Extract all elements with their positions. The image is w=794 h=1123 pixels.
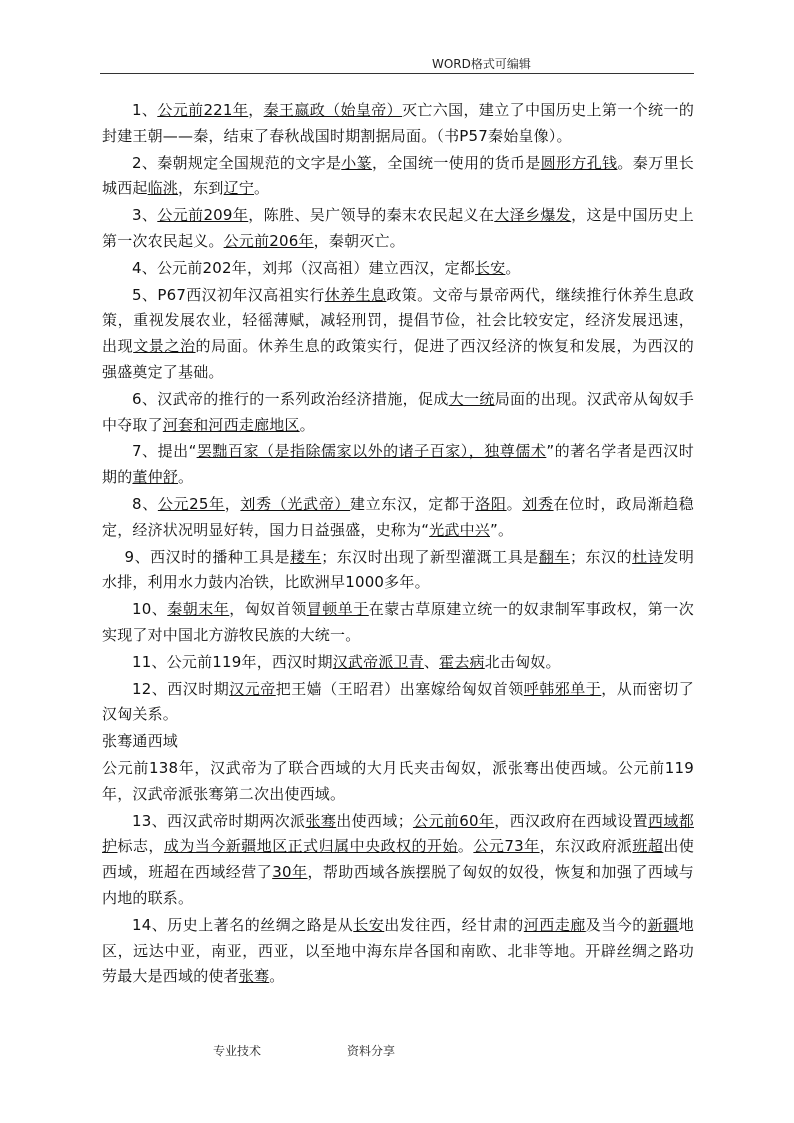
text-run: 张骞通西域 [102, 732, 179, 751]
text-run: 、 [423, 652, 440, 671]
text-run: ，这是中国历史上第一次农民起义。 [102, 206, 694, 250]
underlined-text: 文景之治 [133, 337, 196, 356]
underlined-text: 霍去病 [439, 652, 485, 671]
underlined-text: 刘秀（光武帝） [240, 494, 351, 513]
text-run: ，匈奴首领 [229, 600, 307, 619]
underlined-text: 公元前209年 [157, 206, 249, 225]
text-run: 。 [269, 967, 285, 986]
underlined-text: 呼韩邪单于 [523, 679, 602, 698]
text-run: 公元前138年，汉武帝为了联合西域的大月氏夹击匈奴，派张骞出使西域。公元前119年，汉武帝派张骞第二次出使西域。 [102, 758, 694, 803]
underlined-text: 公元前60年 [412, 811, 495, 830]
underlined-text: 公元25年 [157, 494, 225, 513]
underlined-text: 临洮 [147, 179, 179, 198]
text-run: ，全国统一使用的货币是 [371, 153, 541, 172]
footer-left-text: 专业技术 [213, 1044, 262, 1058]
paragraph-p14 [102, 756, 694, 808]
underlined-text: 张骞 [305, 811, 337, 830]
header-rule [100, 73, 694, 74]
underlined-text: 刘秀 [522, 494, 554, 513]
paragraph-p12 [102, 677, 694, 729]
text-run: 出使西域； [336, 811, 413, 830]
underlined-text: 汉武帝派卫青 [332, 652, 424, 671]
underlined-text: 成为当今新疆地区正式归属中央政权的开始 [163, 837, 458, 856]
text-run: 4、公元前202年，刘邦（汉高祖）建立西汉，定都 [132, 258, 475, 277]
text-run: ”。 [490, 520, 514, 539]
paragraph-p16 [102, 913, 694, 990]
underlined-text: 董仲舒 [132, 468, 179, 487]
text-run: 1、 [132, 101, 158, 119]
text-run: 3、 [132, 206, 158, 225]
paragraph-p11 [102, 650, 694, 676]
underlined-text: 大一统 [448, 389, 495, 408]
paragraph-p1 [102, 98, 694, 150]
underlined-text: 杜诗 [632, 547, 664, 566]
text-run: 7、提出“ [132, 442, 197, 461]
paragraph-p9 [102, 545, 694, 597]
text-run: 5、P67西汉初年汉高祖实行 [132, 285, 325, 304]
text-run: ， [224, 494, 241, 513]
text-run: 2、秦朝规定全国规范的文字是 [132, 153, 342, 172]
text-run: 在位时，政局渐趋稳定，经济状况明显好转，国力日益强盛，史称为“ [102, 494, 694, 539]
paragraph-p4 [102, 256, 694, 282]
text-run: 地区，远达中亚，南亚，西亚，以至地中海东岸各国和南欧、北非等地。开辟丝绸之路功劳最大是西域的使者 [102, 915, 694, 986]
text-run: 。 [178, 468, 194, 487]
paragraph-p3 [102, 203, 694, 255]
text-run: ”的著名学者是西汉时期的 [102, 442, 694, 487]
paragraph-p15 [102, 809, 694, 912]
underlined-text: 公元前206年 [223, 231, 314, 250]
text-run: 。 [505, 258, 521, 277]
underlined-text: 洛阳 [475, 494, 507, 513]
underlined-text: 西域都护 [102, 811, 694, 856]
underlined-text: 翻车 [538, 547, 570, 566]
underlined-text: 汉元帝 [229, 679, 276, 698]
paragraph-p13 [102, 729, 694, 755]
text-run: 6、汉武帝的推行的一系列政治经济措施，促成 [132, 389, 449, 408]
underlined-text: 河套和河西走廊地区 [162, 415, 300, 434]
text-run: 局面的出现。汉武帝从匈奴手中夺取了 [102, 389, 694, 434]
underlined-text: 光武中兴 [429, 520, 490, 539]
text-run: 。 [299, 415, 315, 434]
underlined-text: 冒顿单于 [306, 600, 369, 619]
paragraph-p5 [102, 283, 694, 386]
text-run: 出使西域，班超在西域经营了 [102, 837, 695, 882]
text-run: 。 [457, 837, 474, 856]
text-run: 。 [254, 179, 270, 198]
paragraph-p6 [102, 387, 694, 439]
underlined-text: 河西走廊 [523, 915, 586, 934]
text-run: 标志， [117, 837, 164, 856]
text-run: 11、公元前119年，西汉时期 [132, 652, 333, 671]
underlined-text: 秦朝末年 [167, 600, 230, 619]
underlined-text: 小篆 [341, 153, 372, 172]
text-run: 。 [506, 494, 523, 513]
underlined-text: 秦王嬴政（始皇帝） [263, 101, 403, 119]
underlined-text: 公元73年 [473, 837, 540, 856]
text-run: ；东汉时出现了新型灌溉工具是 [321, 547, 539, 566]
page-footer [0, 1042, 794, 1060]
text-run: 把王嫱（王昭君）出塞嫁给匈奴首领 [275, 679, 524, 698]
text-run: ，从而密切了汉匈关系。 [102, 679, 694, 724]
paragraph-p10 [102, 597, 694, 649]
paragraph-p8 [102, 492, 694, 544]
text-run: ，西汉政府在西域设置 [494, 811, 649, 830]
underlined-text: 公元前221年 [157, 101, 249, 119]
text-run: ， [248, 101, 264, 119]
text-run: ，陈胜、吴广领导的秦末农民起义在 [248, 206, 495, 225]
footer-right-text: 资料分享 [347, 1044, 396, 1058]
text-run: 北击匈奴。 [484, 652, 561, 671]
text-run: 13、西汉武帝时期两次派 [132, 811, 306, 830]
underlined-text: 休养生息 [324, 285, 387, 304]
text-run: 的局面。休养生息的政策实行，促进了西汉经济的恢复和发展，为西汉的强盛奠定了基础。 [102, 337, 694, 381]
text-run: ，东到 [178, 179, 224, 198]
underlined-text: 长安 [353, 915, 385, 934]
text-run: 9、西汉时的播种工具是 [124, 547, 291, 566]
text-run: 10、 [132, 600, 168, 619]
underlined-text: 班超 [632, 837, 664, 856]
text-run: 。秦万里长城西起 [102, 153, 694, 198]
underlined-text: 圆形方孔钱 [540, 153, 618, 172]
text-run: 建立东汉，定都于 [350, 494, 476, 513]
text-run: ，秦朝灭亡。 [313, 231, 405, 250]
header-text: WORD格式可编辑 [432, 57, 531, 71]
underlined-text: 辽宁 [223, 179, 255, 198]
underlined-text: 耧车 [290, 547, 322, 566]
text-run: 在蒙古草原建立统一的奴隶制军事政权，第一次实现了对中国北方游牧民族的大统一。 [102, 600, 694, 644]
text-run: 及当今的 [585, 915, 648, 934]
underlined-text: 30年 [272, 863, 308, 882]
underlined-text: 新疆 [647, 915, 679, 934]
underlined-text: 大泽乡爆发 [494, 206, 572, 225]
underlined-text: 罢黜百家（是指除儒家以外的诸子百家），独尊儒术 [196, 442, 547, 461]
page-header [0, 53, 794, 75]
text-run: ；东汉的 [569, 547, 633, 566]
text-run: ，东汉政府派 [539, 837, 633, 856]
paragraph-p7 [102, 439, 694, 491]
text-run: 14、历史上著名的丝绸之路是从 [132, 915, 354, 934]
text-run: 出发往西，经甘肃的 [384, 915, 524, 934]
text-run: 发明水排，利用水力鼓内冶铁，比欧洲早1000多年。 [102, 547, 695, 592]
document-body [102, 98, 694, 991]
text-run: 12、西汉时期 [132, 679, 230, 698]
text-run: ，帮助西域各族摆脱了匈奴的奴役，恢复和加强了西域与内地的联系。 [102, 863, 694, 907]
underlined-text: 长安 [474, 258, 506, 277]
text-run: 政策。文帝与景帝两代，继续推行休养生息政策，重视发展农业，轻徭薄赋，减轻刑罚，提倡节俭，社会比较安定，经济发展迅速，出现 [102, 285, 694, 356]
underlined-text: 张骞 [238, 967, 270, 986]
text-run: 8、 [132, 494, 158, 513]
text-run: 灭亡六国，建立了中国历史上第一个统一的封建王朝——秦，结束了春秋战国时期割据局面。（书P57秦始皇像）。 [102, 101, 695, 145]
paragraph-p2 [102, 151, 694, 203]
